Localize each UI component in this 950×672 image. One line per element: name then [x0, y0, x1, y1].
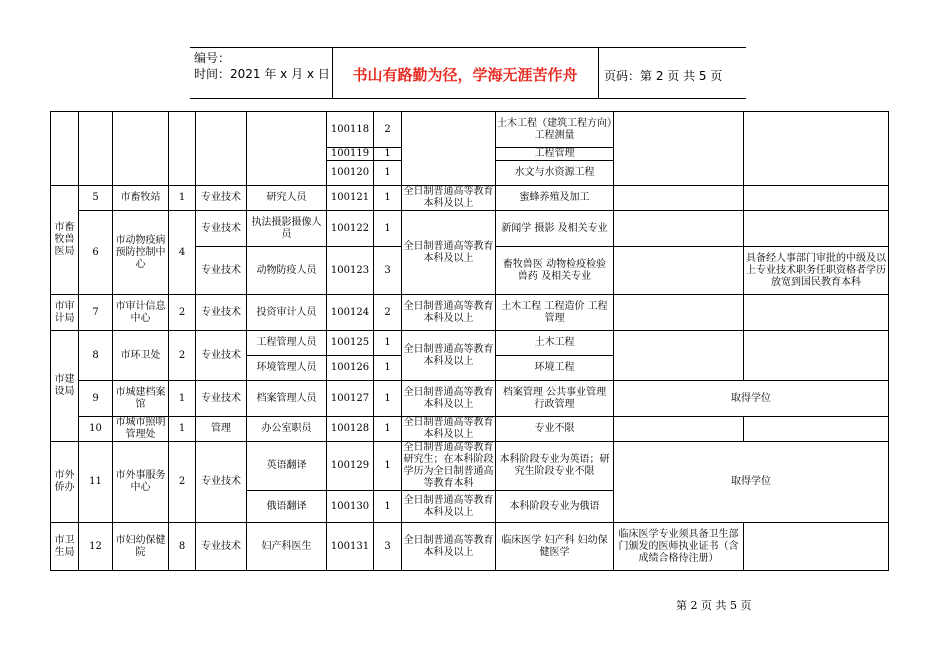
code-cell: 100131: [327, 523, 374, 571]
unit-cell: 市审计信息中心: [113, 295, 169, 331]
other-cell: [744, 211, 889, 247]
type-cell: 专业技术: [196, 247, 247, 295]
table-row: [51, 523, 889, 571]
unit-cell: 市城市照明管理处: [113, 417, 169, 442]
condition-cell: [614, 417, 744, 442]
plan-cell: 1: [169, 417, 196, 442]
position-cell: [247, 112, 327, 186]
type-cell: 专业技术: [196, 186, 247, 211]
education-cell: 全日制普通高等教育本科及以上: [403, 186, 494, 209]
count-cell: 1: [374, 331, 402, 356]
other-cell: [744, 186, 889, 211]
unit-cell: 市环卫处: [113, 331, 169, 381]
code-cell: 100118: [327, 112, 374, 148]
count-cell: 1: [374, 491, 402, 523]
count-cell: 3: [374, 523, 402, 571]
major-cell: 土木工程 工程造价 工程管理: [496, 295, 614, 331]
position-cell: 妇产科医生: [247, 523, 327, 571]
dept-cell: 市畜牧兽医局: [51, 186, 79, 295]
education-cell: 全日制普通高等教育本科及以上: [402, 211, 496, 295]
position-cell: 投资审计人员: [247, 295, 327, 331]
unit-cell: [113, 112, 169, 186]
plan-cell: 2: [169, 331, 196, 381]
type-cell: 专业技术: [196, 295, 247, 331]
seq-cell: 12: [79, 523, 113, 571]
type-cell: 专业技术: [196, 442, 247, 523]
table-row: [51, 112, 889, 148]
plan-cell: 1: [169, 186, 196, 211]
code-cell: 100130: [327, 491, 374, 523]
dept-cell: 市建设局: [51, 331, 79, 442]
major-cell: 本科阶段专业为英语；研究生阶段专业不限: [496, 442, 614, 491]
code-cell: 100119: [327, 148, 374, 161]
seq-cell: 10: [79, 417, 113, 442]
count-cell: 1: [374, 442, 402, 491]
code-cell: 100123: [327, 247, 374, 295]
other-cell: [744, 523, 889, 571]
plan-cell: 1: [169, 381, 196, 417]
education-cell: 全日制普通高等教育本科及以上: [402, 295, 496, 331]
dept-cell: 市审计局: [51, 295, 79, 331]
education-cell: 全日制普通高等教育本科及以上: [402, 331, 496, 381]
position-cell: 俄语翻译: [247, 491, 327, 523]
position-cell: 英语翻译: [247, 442, 327, 491]
dept-cell: 市外侨办: [51, 442, 79, 523]
position-cell: 动物防疫人员: [247, 247, 327, 295]
other-cell: [744, 112, 889, 186]
major-cell: 畜牧兽医 动物检疫检验 兽药 及相关专业: [496, 247, 614, 295]
code-cell: 100128: [327, 417, 374, 442]
plan-cell: 4: [169, 211, 196, 295]
type-cell: 管理: [196, 417, 247, 442]
other-cell: [744, 295, 889, 331]
other-cell: 具备经人事部门审批的中级及以上专业技术职务任职资格者学历放宽到国民教育本科: [744, 247, 889, 295]
header-divider: [598, 48, 599, 98]
major-cell: 档案管理 公共事业管理 行政管理: [496, 381, 614, 417]
position-cell: 档案管理人员: [247, 381, 327, 417]
other-cell: 取得学位: [614, 442, 889, 523]
count-cell: 1: [374, 211, 402, 247]
count-cell: 3: [374, 247, 402, 295]
plan-cell: [169, 112, 196, 186]
code-cell: 100122: [327, 211, 374, 247]
type-cell: 专业技术: [196, 523, 247, 571]
table-row: [51, 381, 889, 417]
table-row: [51, 442, 889, 491]
condition-cell: [614, 295, 744, 331]
major-cell: 蜜蜂养殖及加工: [496, 186, 614, 211]
code-cell: 100126: [327, 356, 374, 381]
seq-cell: 5: [79, 186, 113, 211]
other-cell: [744, 417, 889, 442]
seq-cell: 6: [79, 211, 113, 295]
table-row: [51, 295, 889, 331]
code-cell: 100129: [327, 442, 374, 491]
education-cell: 全日制普通高等教育本科及以上: [402, 491, 496, 523]
position-cell: 执法摄影摄像人员: [247, 211, 327, 247]
header-page-label: 页码：第 2 页 共 5 页: [604, 69, 723, 83]
header-left: [194, 50, 330, 82]
code-cell: 100120: [327, 161, 374, 186]
number-label: 编号：: [194, 51, 231, 65]
unit-cell: 市外事服务中心: [113, 442, 169, 523]
count-cell: 2: [374, 112, 402, 148]
unit-cell: 市动物疫病预防控制中心: [113, 211, 169, 295]
count-cell: 2: [374, 295, 402, 331]
page-header: [190, 47, 746, 99]
table-row: [51, 186, 889, 211]
table-row: [51, 417, 889, 442]
other-cell: 取得学位: [614, 381, 889, 417]
condition-cell: [614, 247, 744, 295]
code-cell: 100121: [327, 186, 374, 211]
unit-cell: 市妇幼保健院: [113, 523, 169, 571]
major-cell: 环境工程: [496, 356, 614, 381]
time-label: 时间：2021 年 x 月 x 日: [194, 67, 330, 81]
condition-cell: [614, 112, 744, 186]
plan-cell: 8: [169, 523, 196, 571]
type-cell: 专业技术: [196, 331, 247, 381]
code-cell: 100125: [327, 331, 374, 356]
other-cell: [744, 331, 889, 381]
unit-cell: 市城建档案馆: [113, 381, 169, 417]
condition-cell: [614, 331, 744, 381]
plan-cell: 2: [169, 442, 196, 523]
recruitment-table: [50, 111, 889, 571]
seq-cell: 11: [79, 442, 113, 523]
count-cell: 1: [374, 148, 402, 161]
major-cell: 水文与水资源工程: [496, 161, 614, 186]
code-cell: 100127: [327, 381, 374, 417]
page-footer: 第 2 页 共 5 页: [676, 599, 752, 612]
major-cell: 本科阶段专业为俄语: [496, 491, 614, 523]
count-cell: 1: [374, 381, 402, 417]
education-cell: [402, 112, 496, 186]
seq-cell: 7: [79, 295, 113, 331]
seq-cell: [79, 112, 113, 186]
education-cell: 全日制普通高等教育本科及以上: [402, 381, 496, 417]
position-cell: 研究人员: [247, 186, 327, 211]
type-cell: 专业技术: [196, 381, 247, 417]
education-cell: 全日制普通高等教育研究生；在本科阶段学历为全日制普通高等教育本科: [403, 442, 494, 489]
table-row: [51, 211, 889, 247]
type-cell: [196, 112, 247, 186]
dept-cell: 市卫生局: [51, 523, 79, 571]
condition-cell: [614, 186, 744, 211]
count-cell: 1: [374, 161, 402, 186]
education-cell: 全日制普通高等教育本科及以上: [402, 523, 496, 571]
unit-cell: 市畜牧站: [113, 186, 169, 211]
major-cell: 临床医学 妇产科 妇幼保健医学: [496, 523, 614, 571]
seq-cell: 9: [79, 381, 113, 417]
condition-cell: [614, 211, 744, 247]
major-cell: 新闻学 摄影 及相关专业: [496, 211, 614, 247]
position-cell: 工程管理人员: [247, 331, 327, 356]
type-cell: 专业技术: [196, 211, 247, 247]
seq-cell: 8: [79, 331, 113, 381]
count-cell: 1: [374, 417, 402, 442]
dept-cell: [51, 112, 79, 186]
major-cell: 土木工程（建筑工程方向）工程测量: [496, 112, 614, 148]
count-cell: 1: [374, 356, 402, 381]
major-cell: 专业不限: [496, 417, 614, 442]
table-row: [51, 331, 889, 356]
major-cell: 工程管理: [496, 148, 614, 161]
education-cell: 全日制普通高等教育本科及以上: [403, 417, 494, 440]
condition-cell: 临床医学专业须具备卫生部门颁发的医师执业证书（含成绩合格待注册）: [614, 523, 744, 571]
major-cell: 土木工程: [496, 331, 614, 356]
plan-cell: 2: [169, 295, 196, 331]
count-cell: 1: [374, 186, 402, 211]
header-motto: 书山有路勤为径，学海无涯苦作舟: [352, 66, 578, 84]
code-cell: 100124: [327, 295, 374, 331]
position-cell: 环境管理人员: [247, 356, 327, 381]
position-cell: 办公室职员: [247, 417, 327, 442]
